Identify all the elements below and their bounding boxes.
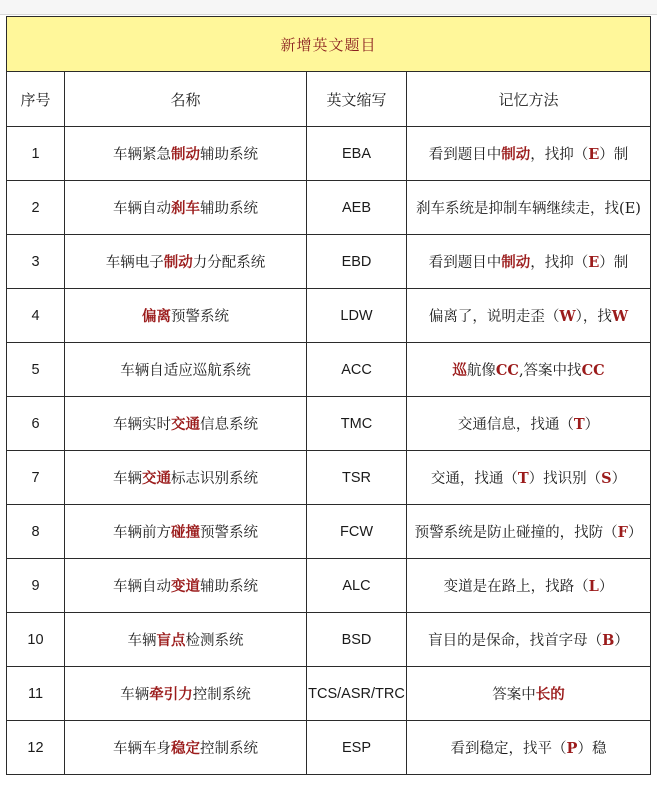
header-abbreviation[interactable]: 英文缩写: [307, 72, 407, 127]
highlight-text: 交通: [171, 416, 200, 433]
highlight-text: CC: [495, 362, 519, 379]
cell-index[interactable]: 8: [7, 505, 65, 559]
cell-name[interactable]: [65, 505, 307, 559]
cell-name[interactable]: [65, 127, 307, 181]
cell-memory-method[interactable]: [407, 289, 651, 343]
cell-memory-method[interactable]: [407, 127, 651, 181]
highlight-text: 制动: [501, 254, 531, 271]
cell-text: ）: [614, 633, 629, 649]
cell-text: ）制: [599, 255, 629, 271]
title-row: [7, 17, 651, 72]
cell-name[interactable]: [65, 613, 307, 667]
cell-text: 车辆自动: [113, 201, 171, 217]
cell-index[interactable]: 2: [7, 181, 65, 235]
highlight-text: F: [617, 524, 628, 541]
highlight-text: 盲点: [156, 632, 186, 649]
cell-text: 交通信息，找通（: [457, 417, 574, 433]
cell-name[interactable]: [65, 397, 307, 451]
highlight-text: 偏离: [142, 308, 171, 325]
cell-text: ）找识别（: [528, 471, 602, 487]
cell-name[interactable]: [65, 181, 307, 235]
cell-memory-method[interactable]: [407, 505, 651, 559]
cell-text: ，找抑（: [530, 147, 589, 163]
cell-text: 控制系统: [200, 741, 258, 757]
cell-text: ）制: [599, 147, 629, 163]
cell-index[interactable]: 10: [7, 613, 65, 667]
table-row: [7, 613, 651, 667]
table-row: [7, 235, 651, 289]
cell-text: 标志识别系统: [171, 471, 258, 487]
highlight-text: E: [588, 254, 600, 271]
header-row: [7, 72, 651, 127]
highlight-text: W: [611, 308, 629, 325]
highlight-text: T: [517, 470, 529, 487]
cell-text: 变道是在路上，找路（: [443, 579, 589, 595]
cell-memory-method[interactable]: [407, 181, 651, 235]
cell-text: 检测系统: [185, 633, 244, 649]
cell-text: ）: [611, 471, 627, 487]
table-row: [7, 343, 651, 397]
cell-text: 控制系统: [192, 687, 251, 703]
highlight-text: 变道: [171, 578, 200, 595]
highlight-text: 长的: [535, 686, 565, 703]
cell-index[interactable]: 3: [7, 235, 65, 289]
cell-index[interactable]: 9: [7, 559, 65, 613]
highlight-text: T: [573, 416, 585, 433]
sheet-top-gridline: [0, 0, 657, 15]
highlight-text: 制动: [501, 146, 531, 163]
highlight-text: L: [588, 578, 599, 595]
cell-text: 预警系统是防止碰撞的，找防（: [414, 525, 618, 541]
cell-text: ）稳: [577, 741, 607, 757]
table-row: [7, 289, 651, 343]
cell-text: 车辆紧急: [113, 147, 171, 163]
cell-index[interactable]: 12: [7, 721, 65, 775]
cell-abbreviation[interactable]: LDW: [307, 289, 407, 343]
cell-memory-method[interactable]: [407, 343, 651, 397]
cell-text: ），找: [575, 309, 612, 325]
cell-abbreviation[interactable]: ESP: [307, 721, 407, 775]
table-row: [7, 397, 651, 451]
cell-name[interactable]: [65, 451, 307, 505]
cell-memory-method[interactable]: [407, 613, 651, 667]
cell-text: 盲目的是保命，找首字母（: [428, 633, 603, 649]
cell-abbreviation[interactable]: TSR: [307, 451, 407, 505]
cell-text: 车辆车身: [113, 741, 171, 757]
cell-abbreviation[interactable]: AEB: [307, 181, 407, 235]
cell-text: 辅助系统: [200, 147, 258, 163]
cell-text: 车辆自适应巡航系统: [120, 363, 251, 379]
cell-memory-method[interactable]: [407, 559, 651, 613]
cell-abbreviation[interactable]: EBA: [307, 127, 407, 181]
table-row: [7, 181, 651, 235]
highlight-text: P: [566, 740, 578, 757]
highlight-text: B: [602, 632, 615, 649]
cell-abbreviation[interactable]: FCW: [307, 505, 407, 559]
table-row: [7, 559, 651, 613]
cell-text: 看到稳定，找平（: [450, 741, 567, 757]
cell-name[interactable]: [65, 721, 307, 775]
cell-text: 看到题目中: [428, 255, 502, 271]
cell-name[interactable]: [65, 343, 307, 397]
cell-abbreviation[interactable]: BSD: [307, 613, 407, 667]
table-row: [7, 127, 651, 181]
cell-memory-method[interactable]: [407, 397, 651, 451]
highlight-text: W: [559, 308, 576, 325]
table-row: [7, 451, 651, 505]
highlight-text: 巡: [452, 362, 467, 379]
cell-text: ）: [584, 417, 600, 433]
table-row: [7, 721, 651, 775]
cell-memory-method[interactable]: [407, 451, 651, 505]
header-name[interactable]: 名称: [65, 72, 307, 127]
cell-index[interactable]: 11: [7, 667, 65, 721]
cell-text: ）: [598, 579, 614, 595]
cell-memory-method[interactable]: [407, 235, 651, 289]
cell-text: 答案中: [492, 687, 536, 703]
highlight-text: 碰撞: [171, 524, 200, 541]
table-title: 新增英文题目: [280, 35, 377, 54]
highlight-text: 刹车: [171, 200, 200, 217]
highlight-text: S: [601, 470, 612, 487]
cell-abbreviation[interactable]: TMC: [307, 397, 407, 451]
cell-memory-method[interactable]: [407, 721, 651, 775]
cell-text: 刹车系统是抑制车辆继续走，找(E): [416, 201, 641, 217]
cell-abbreviation[interactable]: ALC: [307, 559, 407, 613]
table-row: [7, 667, 651, 721]
table-row: [7, 505, 651, 559]
cell-text: ）: [627, 525, 643, 541]
cell-index[interactable]: 4: [7, 289, 65, 343]
cell-abbreviation[interactable]: EBD: [307, 235, 407, 289]
highlight-text: 制动: [171, 146, 200, 163]
cell-text: 交通，找通（: [430, 471, 518, 487]
cell-name[interactable]: [65, 235, 307, 289]
cell-text: ，找抑（: [530, 255, 589, 271]
cell-abbreviation[interactable]: TCS/ASR/TRC: [307, 667, 407, 721]
cell-text: 信息系统: [200, 417, 258, 433]
cell-text: 力分配系统: [192, 255, 266, 271]
cell-name[interactable]: [65, 289, 307, 343]
highlight-text: 制动: [163, 254, 193, 271]
highlight-text: 牵引力: [149, 686, 193, 703]
cell-text: 辅助系统: [200, 579, 258, 595]
cell-text: 车辆: [113, 471, 142, 487]
cell-index[interactable]: 1: [7, 127, 65, 181]
cell-text: 偏离了，说明走歪（: [428, 309, 560, 325]
cell-abbreviation[interactable]: ACC: [307, 343, 407, 397]
cell-name[interactable]: [65, 559, 307, 613]
cell-text: 航像: [466, 363, 496, 379]
highlight-text: E: [588, 146, 600, 163]
highlight-text: CC: [581, 362, 605, 379]
cell-text: ,答案中找: [518, 363, 582, 379]
cell-text: 车辆实时: [113, 417, 171, 433]
title-cell[interactable]: [7, 17, 651, 72]
cell-index[interactable]: 5: [7, 343, 65, 397]
memo-table: [6, 16, 651, 775]
cell-text: 车辆自动: [113, 579, 171, 595]
cell-text: 看到题目中: [428, 147, 502, 163]
header-memory-method[interactable]: 记忆方法: [407, 72, 651, 127]
cell-text: 车辆电子: [105, 255, 164, 271]
highlight-text: 稳定: [171, 740, 200, 757]
cell-memory-method[interactable]: [407, 667, 651, 721]
cell-name[interactable]: [65, 667, 307, 721]
cell-text: 预警系统: [171, 309, 229, 325]
cell-text: 辅助系统: [200, 201, 258, 217]
cell-index[interactable]: 6: [7, 397, 65, 451]
highlight-text: 交通: [142, 470, 171, 487]
cell-text: 车辆前方: [113, 525, 171, 541]
cell-text: 车辆: [127, 633, 157, 649]
header-index[interactable]: 序号: [7, 72, 65, 127]
cell-text: 车辆: [120, 687, 150, 703]
cell-text: 预警系统: [200, 525, 258, 541]
cell-index[interactable]: 7: [7, 451, 65, 505]
